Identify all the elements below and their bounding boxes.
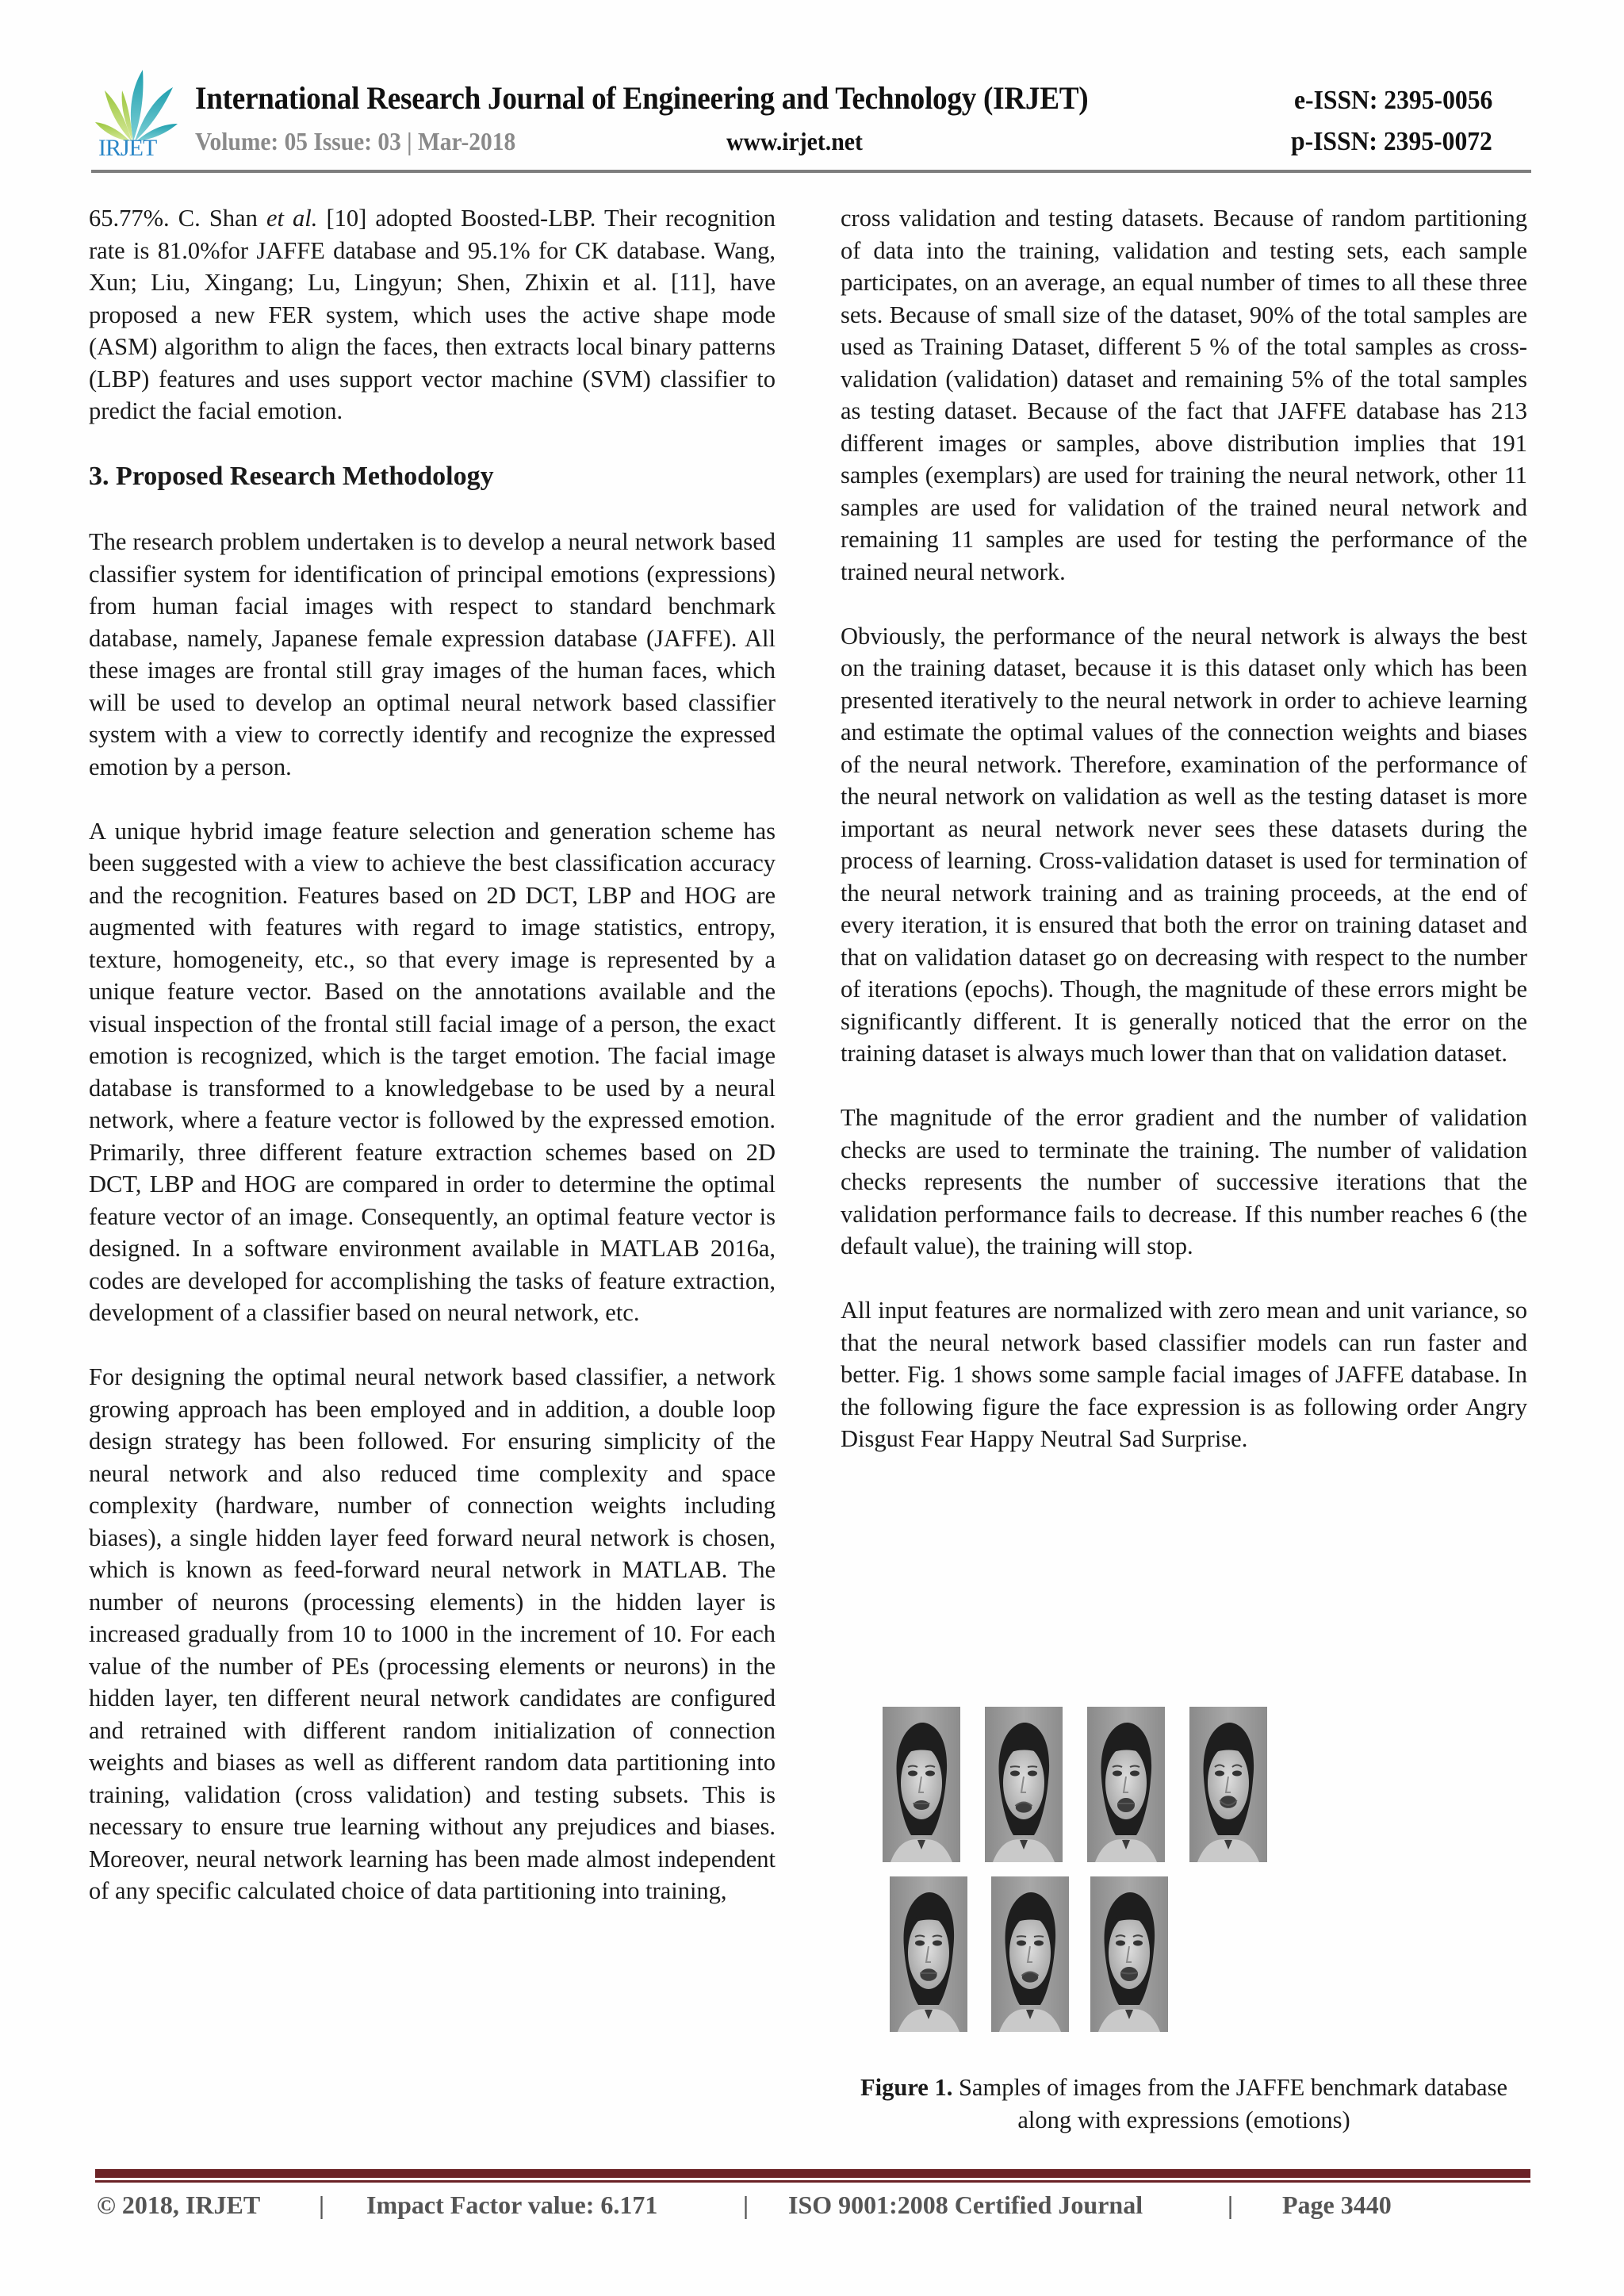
text-run: 65.77%. C. Shan bbox=[89, 205, 266, 232]
face-image-surprise bbox=[1090, 1876, 1168, 2032]
face-image-happy bbox=[1189, 1707, 1267, 1862]
footer-separator: | bbox=[319, 2191, 325, 2219]
face-portrait-icon bbox=[1189, 1707, 1267, 1862]
paragraph: A unique hybrid image feature selection and generation scheme has been suggested with a view to achieve the best classification accuracy and the recognition. Features based on 2D DCT, LBP and HOG are augmented with features with regard to image statistics, entropy, texture, homogeneity, etc., so that every image is represented by a unique feature vector. Based on the annotations available and the visual inspection of the frontal still facial image of a person, the exact emotion is recognized, which is the target emotion. The facial image database is transformed to a knowledgebase to be used by a neural network, where a feature vector is followed by the expressed emotion. Primarily, three different feature extraction schemes based on 2D DCT, LBP and HOG are compared in order to determine the optimal feature vector of an image. Consequently, an optimal feature vector is designed. In a software environment available in MATLAB 2016a, codes are developed for accomplishing the tasks of feature extraction, development of a classifier based on neural network, etc. bbox=[89, 817, 776, 1326]
paragraph: cross validation and testing datasets. Because of random partitioning of data into the training, validation and testing sets, each sample participates, on an average, an equal number of times to all these three sets. Because of small size of the dataset, 90% of the total samples are used as Training Dataset, different 5 % of the total samples as cross-validation (validation) dataset and remaining 5% of the total samples as testing dataset. Because of the fact that JAFFE database has 213 different images or samples, above distribution implies that 191 samples (exemplars) are used for training the neural network, other 11 samples are used for validation of the trained neural network and remaining 11 samples are used for testing the performance of the trained neural network. bbox=[841, 205, 1527, 585]
caption-text: Samples of images from the JAFFE benchmark database along with expressions (emotions) bbox=[952, 2074, 1507, 2133]
face-portrait-icon bbox=[991, 1876, 1069, 2032]
right-column bbox=[841, 202, 1527, 1455]
left-column bbox=[89, 202, 776, 1907]
logo-wordmark: IRJET bbox=[98, 135, 157, 161]
face-image-disgust bbox=[985, 1707, 1063, 1862]
face-portrait-icon bbox=[890, 1876, 967, 2032]
face-portrait-icon bbox=[883, 1707, 960, 1862]
footer-copyright: © 2018, IRJET bbox=[97, 2191, 261, 2219]
face-image-fear bbox=[1087, 1707, 1165, 1862]
face-portrait-icon bbox=[1090, 1876, 1168, 2032]
p-issn: p-ISSN: 2395-0072 bbox=[1291, 127, 1492, 156]
footer-bar bbox=[95, 2169, 1530, 2178]
face-image-angry bbox=[883, 1707, 960, 1862]
journal-title: International Research Journal of Engineering and Technology (IRJET) bbox=[195, 80, 1089, 116]
footer-iso: ISO 9001:2008 Certified Journal bbox=[788, 2191, 1143, 2219]
footer-page-number: Page 3440 bbox=[1282, 2191, 1392, 2219]
paragraph: All input features are normalized with zero mean and unit variance, so that the neural network based classifier models can run faster and better. Fig. 1 shows some sample facial images of JAFFE database. In the following figure the face expression is as following order Angry Disgust Fear Happy Neutral Sad Surprise. bbox=[841, 1297, 1527, 1452]
footer-impact-factor: Impact Factor value: 6.171 bbox=[366, 2191, 658, 2219]
footer-separator: | bbox=[1228, 2191, 1234, 2219]
paragraph: Obviously, the performance of the neural network is always the best on the training dataset, because it is this dataset only which has been presented iteratively to the neural network in order to achieve learning and estimate the optimal values of the connection weights and biases of the neural network. Therefore, examination of the performance of the neural network on validation as well as the testing dataset is more important as neural network never sees these datasets during the process of learning. Cross-validation dataset is used for termination of the neural network training and as training proceeds, at the end of every iteration, it is ensured that both the error on training dataset and that on validation dataset go on decreasing with respect to the number of iterations (epochs). Though, the magnitude of these errors might be significantly different. It is generally noticed that the error on the training dataset is always much lower than that on validation dataset. bbox=[841, 622, 1527, 1067]
figure-1 bbox=[841, 1697, 1527, 2141]
paragraph bbox=[89, 202, 776, 427]
text-run: [10] adopted Boosted-LBP. Their recognition rate is 81.0%for JAFFE database and 95.1% for CK database. Wang, Xun; Liu, Xingang; Lu, Lingyun; Shen, Zhixin et al. [11], have proposed a new FER system, which uses the active shape mode (ASM) algorithm to align the faces, then extracts local binary patterns (LBP) features and uses support vector machine (SVM) classifier to predict the facial emotion. bbox=[89, 205, 776, 424]
paragraph: The research problem undertaken is to develop a neural network based classifier system for identification of principal emotions (expressions) from human facial images with respect to standard benchmark database, namely, Japanese female expression database (JAFFE). All these images are frontal still gray images of the human faces, which will be used to develop an optimal neural network based classifier system with a view to correctly identify and recognize the expressed emotion by a person. bbox=[89, 528, 776, 780]
face-portrait-icon bbox=[985, 1707, 1063, 1862]
italic-text: et al. bbox=[266, 205, 318, 232]
footer-line bbox=[95, 2180, 1530, 2183]
face-image-sad bbox=[991, 1876, 1069, 2032]
paragraph: For designing the optimal neural network based classifier, a network growing approach has been employed and in addition, a double loop design strategy has been followed. For ensuring simplicity of the neural network and also reduced time complexity and space complexity (hardware, number of connection weights including biases), a single hidden layer feed forward neural network is chosen, which is known as feed-forward neural network in MATLAB. The number of neurons (processing elements) in the hidden layer is increased gradually from 10 to 1000 in the increment of 10. For each value of the number of PEs (processing elements or neurons) in the hidden layer, ten different neural network candidates are configured and retrained with different random initialization of connection weights and biases as well as different random data partitioning into training, validation (cross validation) and testing subsets. This is necessary to ensure true learning without any prejudices and biases. Moreover, neural network learning has been made almost independent of any specific calculated choice of data partitioning into training, bbox=[89, 1363, 776, 1904]
caption-label: Figure 1. bbox=[860, 2074, 953, 2101]
volume-issue: Volume: 05 Issue: 03 | Mar-2018 bbox=[195, 127, 516, 155]
face-image-neutral bbox=[890, 1876, 967, 2032]
header-divider bbox=[91, 170, 1531, 173]
figure-caption bbox=[841, 2072, 1527, 2136]
section-heading: 3. Proposed Research Methodology bbox=[89, 462, 494, 491]
paragraph: The magnitude of the error gradient and the number of validation checks are used to terminate the training. The number of validation checks represents the number of successive iterations that the validation performance fails to decrease. If this number reaches 6 (the default value), the training will stop. bbox=[841, 1104, 1527, 1259]
footer-separator: | bbox=[743, 2191, 749, 2219]
journal-logo bbox=[94, 67, 178, 163]
website-link[interactable]: www.irjet.net bbox=[726, 127, 863, 155]
face-portrait-icon bbox=[1087, 1707, 1165, 1862]
leaf-fan-icon bbox=[94, 67, 178, 144]
e-issn: e-ISSN: 2395-0056 bbox=[1294, 86, 1493, 115]
